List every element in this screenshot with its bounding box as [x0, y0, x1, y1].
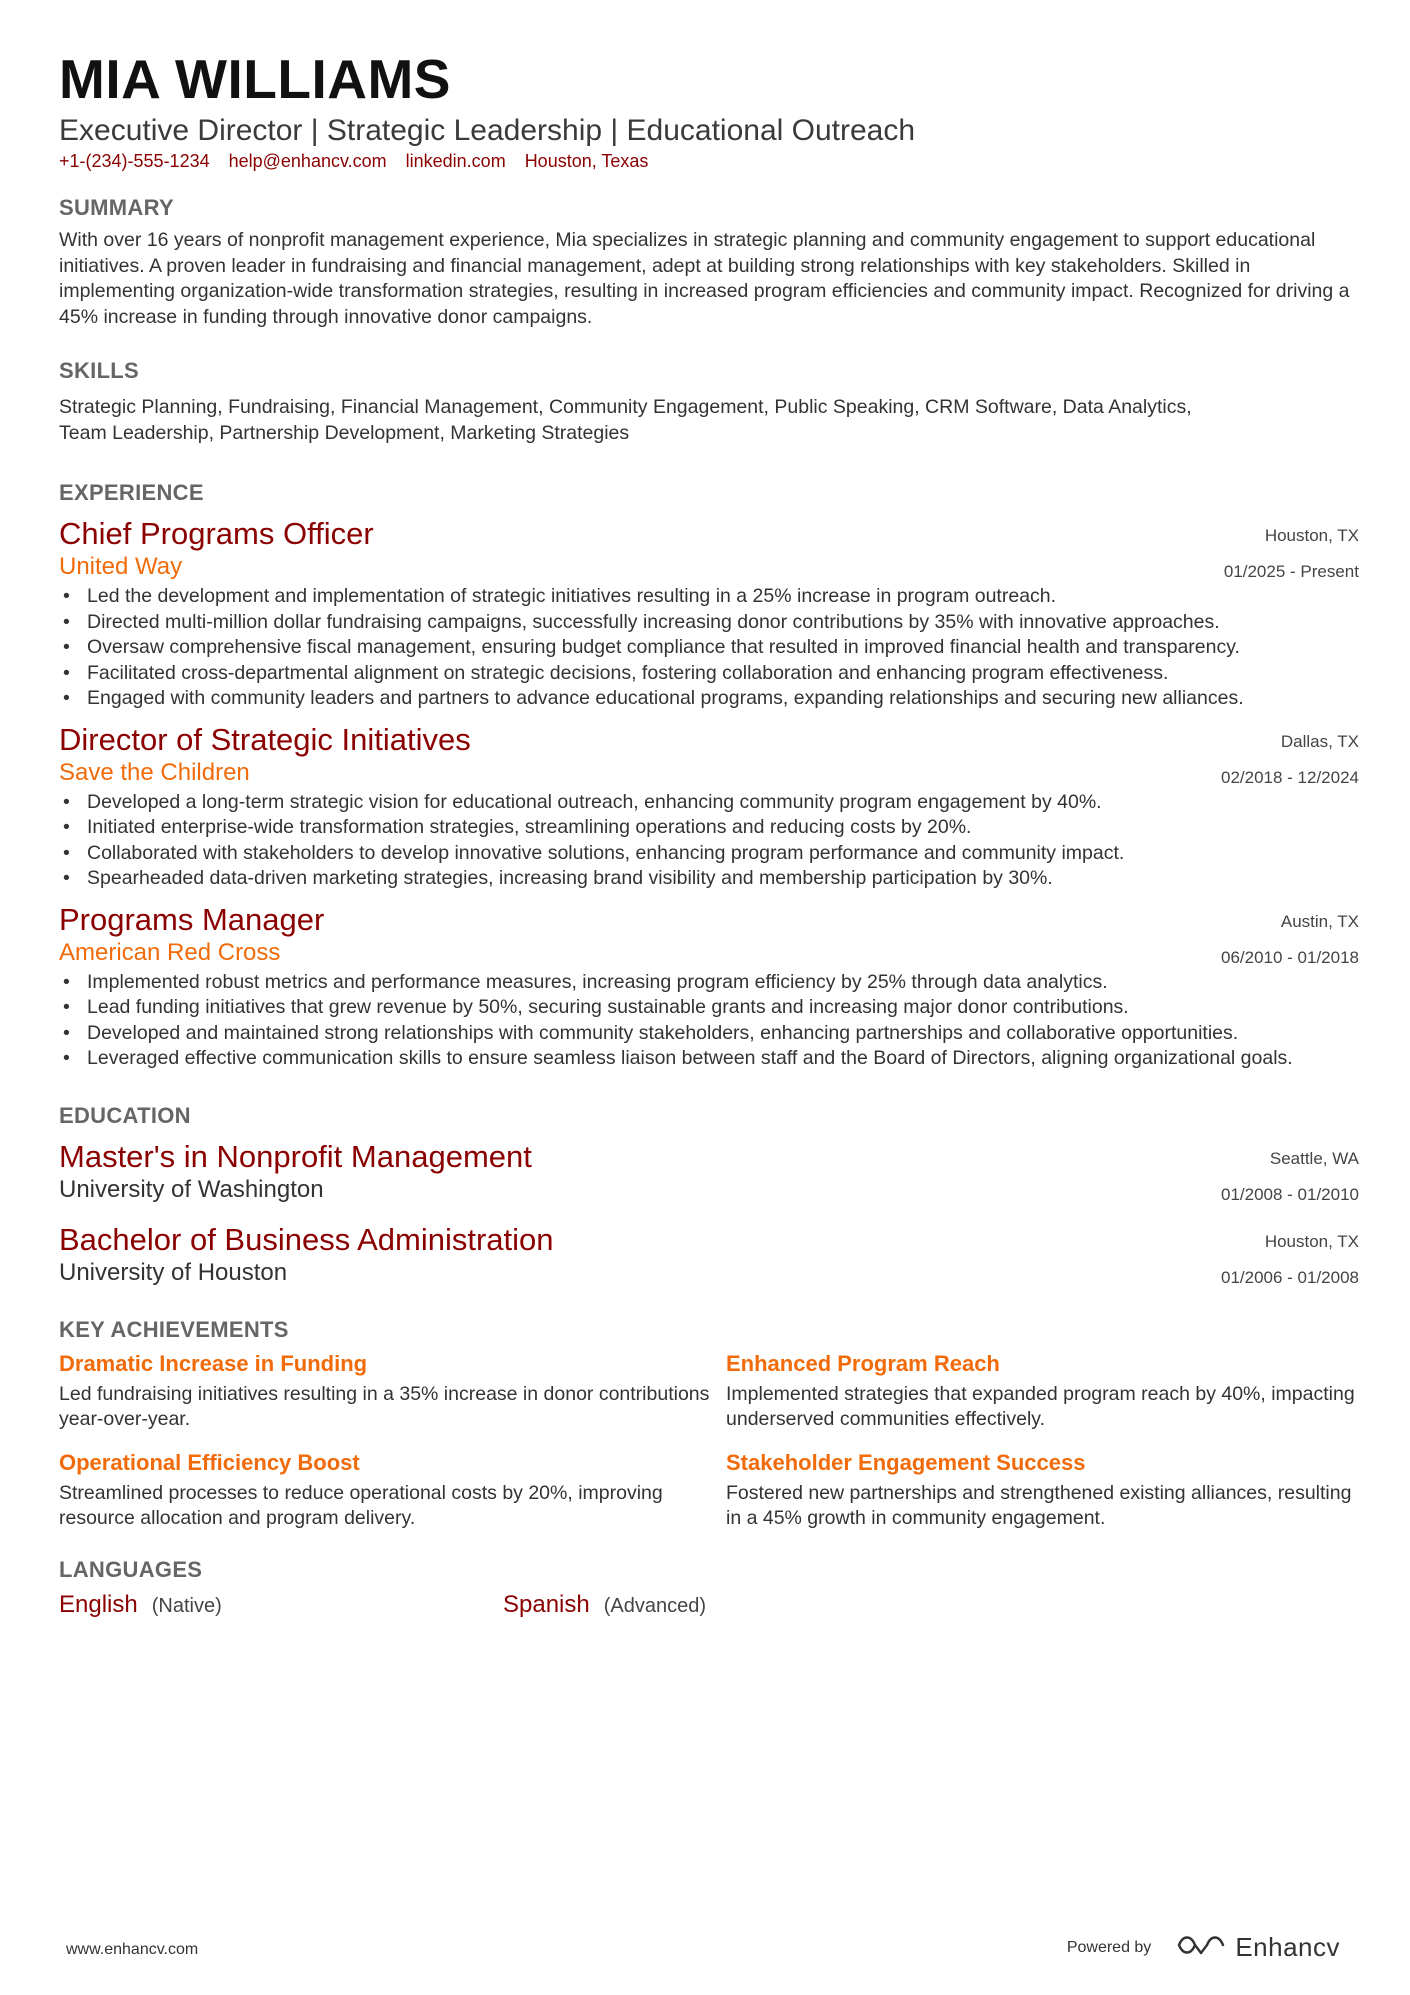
resume-header	[59, 46, 1359, 173]
job-entry	[59, 902, 1359, 1072]
achievement-desc: Led fundraising initiatives resulting in a 35% increase in donor contributions year-over-year.	[59, 1382, 710, 1430]
achievement-title: Stakeholder Engagement Success	[726, 1449, 1086, 1475]
job-bullet: • Engaged with community leaders and partners to advance educational programs, expanding relationships and securing new alliances.	[59, 686, 1359, 712]
achievement-title: Enhanced Program Reach	[726, 1350, 1000, 1376]
job-title: Chief Programs Officer	[59, 516, 374, 551]
job-dates: 02/2018 - 12/2024	[1220, 767, 1359, 787]
education-dates: 01/2006 - 01/2008	[1220, 1267, 1359, 1287]
footer-website[interactable]: www.enhancv.com	[66, 1941, 199, 1958]
job-bullet: • Lead funding initiatives that grew revenue by 50%, securing sustainable grants and increasing major donor contributions.	[59, 995, 1359, 1021]
achievement-item	[59, 1448, 726, 1532]
skills-section	[59, 356, 1359, 446]
candidate-name: MIA WILLIAMS	[59, 48, 451, 110]
job-bullets	[59, 584, 1359, 712]
job-bullet: • Facilitated cross-departmental alignment on strategic decisions, fostering collaboration and enhancing program effectiveness.	[59, 661, 1359, 687]
achievements-grid	[59, 1349, 1359, 1547]
job-bullet: • Directed multi-million dollar fundraising campaigns, successfully increasing donor contributions by 35% with innovative approaches.	[59, 610, 1359, 636]
job-title: Programs Manager	[59, 901, 325, 937]
powered-by-label: Powered by	[1066, 1938, 1152, 1956]
school-name: University of Houston	[59, 1258, 288, 1286]
skills-text: Strategic Planning, Fundraising, Financial Management, Community Engagement, Public Speaking, CRM Software, Data Analytics, Team Leadership, Partnership Development, Marketing Strategies	[59, 396, 1192, 444]
degree-title: Master's in Nonprofit Management	[59, 1138, 532, 1174]
languages-row	[59, 1590, 1359, 1621]
job-bullets	[59, 790, 1359, 892]
summary-text: With over 16 years of nonprofit management experience, Mia specializes in strategic planning and community engagement to support educational initiatives. A proven leader in fundraising and financial management, adept at building strong relationships with key stakeholders. Skilled in implementing organization-wide transformation strategies, resulting in increased program efficiencies and community impact. Recognized for driving a 45% increase in funding through innovative donor campaigns.	[59, 229, 1350, 328]
section-title-achievements: KEY ACHIEVEMENTS	[59, 1316, 289, 1342]
job-bullet: • Leveraged effective communication skills to ensure seamless liaison between staff and the Board of Directors, aligning organizational goals.	[59, 1046, 1359, 1072]
achievement-title: Operational Efficiency Boost	[59, 1449, 360, 1475]
job-location: Houston, TX	[1264, 526, 1359, 545]
job-company: American Red Cross	[59, 938, 281, 966]
education-entry	[59, 1139, 1359, 1205]
enhancv-logo-icon	[1177, 1933, 1225, 1962]
contact-location: Houston, Texas	[524, 151, 649, 171]
contact-phone[interactable]: +1-(234)-555-1234	[59, 151, 210, 171]
contact-email[interactable]: help@enhancv.com	[228, 151, 387, 171]
contact-linkedin[interactable]: linkedin.com	[405, 151, 506, 171]
language-item	[503, 1590, 947, 1621]
job-bullet: • Developed and maintained strong relationships with community stakeholders, enhancing partnerships and collaborative opportunities.	[59, 1021, 1359, 1047]
job-bullet: • Collaborated with stakeholders to develop innovative solutions, enhancing program performance and community impact.	[59, 841, 1359, 867]
language-level: (Advanced)	[603, 1594, 707, 1617]
footer-branding	[1067, 1932, 1340, 1963]
contact-bar	[59, 149, 1359, 173]
job-bullets	[59, 970, 1359, 1072]
language-name: English	[59, 1590, 138, 1618]
education-location: Seattle, WA	[1269, 1148, 1359, 1168]
language-level: (Native)	[151, 1594, 222, 1617]
job-company: Save the Children	[59, 758, 250, 786]
job-entry	[59, 722, 1359, 892]
achievement-desc: Streamlined processes to reduce operational costs by 20%, improving resource allocation and program delivery.	[59, 1481, 663, 1529]
education-location: Houston, TX	[1264, 1231, 1359, 1251]
languages-section	[59, 1555, 1359, 1621]
education-section	[59, 1101, 1359, 1288]
job-bullet: • Developed a long-term strategic vision for educational outreach, enhancing community program engagement by 40%.	[59, 790, 1359, 816]
education-dates: 01/2008 - 01/2010	[1220, 1184, 1359, 1204]
section-title-languages: LANGUAGES	[59, 1556, 203, 1582]
achievement-item	[59, 1349, 726, 1433]
achievement-item	[726, 1349, 1359, 1433]
job-dates: 06/2010 - 01/2018	[1220, 947, 1359, 967]
section-title-education: EDUCATION	[59, 1102, 191, 1128]
job-bullet: • Oversaw comprehensive fiscal management, ensuring budget compliance that resulted in improved financial health and transparency.	[59, 635, 1359, 661]
job-entry	[59, 516, 1359, 712]
job-dates: 01/2025 - Present	[1223, 562, 1359, 581]
candidate-headline: Executive Director | Strategic Leadership | Educational Outreach	[59, 114, 916, 147]
job-bullet: • Initiated enterprise-wide transformation strategies, streamlining operations and reducing costs by 20%.	[59, 815, 1359, 841]
section-title-experience: EXPERIENCE	[59, 480, 204, 505]
job-location: Austin, TX	[1280, 911, 1359, 931]
experience-section	[59, 478, 1359, 1072]
section-title-summary: SUMMARY	[59, 195, 174, 220]
job-company: United Way	[59, 553, 183, 580]
job-bullet: • Implemented robust metrics and performance measures, increasing program efficiency by 25% through data analytics.	[59, 970, 1359, 996]
achievement-desc: Implemented strategies that expanded program reach by 40%, impacting underserved communities effectively.	[726, 1382, 1355, 1430]
achievements-section	[59, 1315, 1359, 1547]
enhancv-brand-name[interactable]: Enhancv	[1235, 1932, 1340, 1962]
job-bullet: • Led the development and implementation of strategic initiatives resulting in a 25% increase in program outreach.	[59, 584, 1359, 610]
achievement-title: Dramatic Increase in Funding	[59, 1350, 368, 1376]
education-entry	[59, 1222, 1359, 1288]
section-title-skills: SKILLS	[59, 358, 140, 383]
job-bullet: • Spearheaded data-driven marketing strategies, increasing brand visibility and membership participation by 30%.	[59, 866, 1359, 892]
achievement-item	[726, 1448, 1359, 1532]
language-item	[59, 1590, 503, 1621]
job-location: Dallas, TX	[1280, 731, 1359, 751]
achievement-desc: Fostered new partnerships and strengthened existing alliances, resulting in a 45% growth in community engagement.	[726, 1481, 1352, 1529]
job-title: Director of Strategic Initiatives	[59, 721, 471, 757]
summary-section	[59, 193, 1359, 330]
school-name: University of Washington	[59, 1175, 324, 1203]
resume-content	[59, 46, 1359, 1621]
degree-title: Bachelor of Business Administration	[59, 1221, 554, 1257]
language-name: Spanish	[503, 1590, 590, 1618]
